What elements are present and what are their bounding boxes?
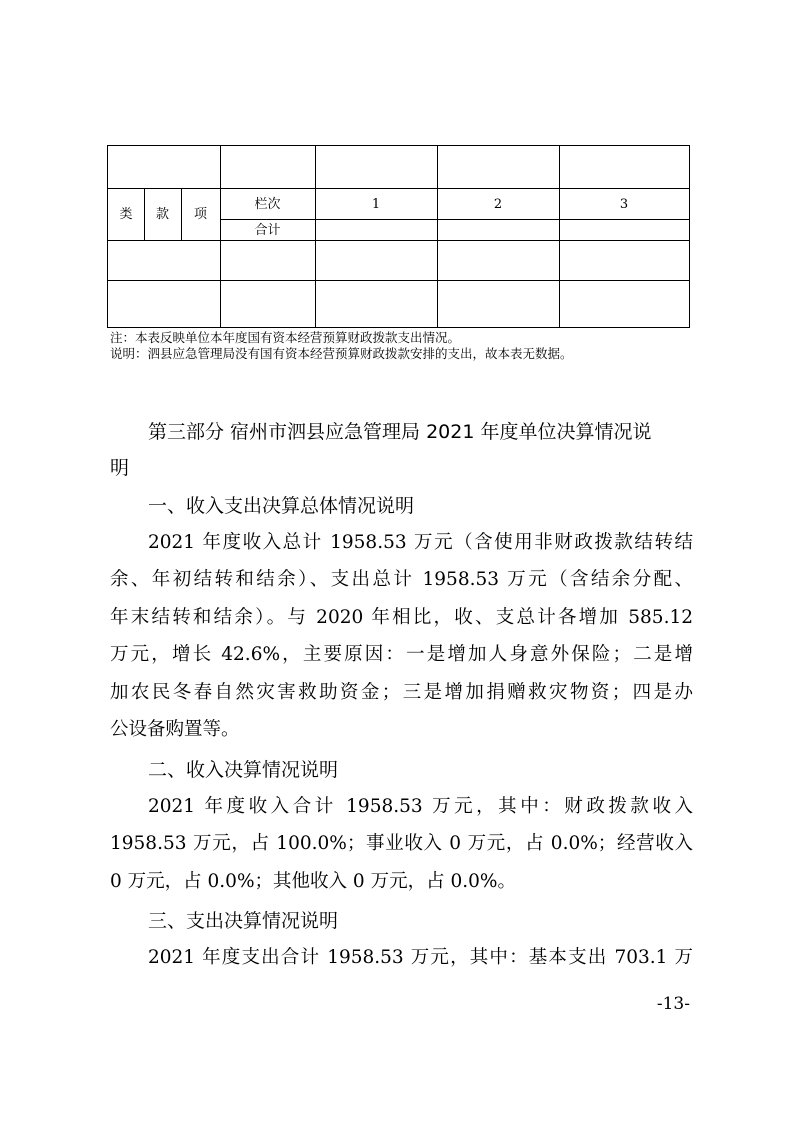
paragraph-line: 1958.53 万元，占 100.0%；事业收入 0 万元，占 0.0%；经营收入: [110, 833, 693, 854]
header-class: 类: [119, 207, 133, 222]
table-hline: [108, 240, 689, 241]
table-vline: [559, 146, 560, 327]
paragraph-line: 万元，增长 42.6%，主要原因：一是增加人身意外保险；二是增: [110, 644, 693, 665]
table-hline: [108, 188, 689, 189]
column-number: 3: [619, 197, 629, 212]
part-title-cont: 明: [110, 457, 130, 479]
page-number: -13-: [656, 994, 690, 1014]
table-vline: [437, 146, 438, 327]
paragraph-line: 2021 年度收入总计 1958.53 万元（含使用非财政拨款结转结: [148, 532, 693, 553]
section-heading: 一、收入支出决算总体情况说明: [148, 495, 415, 517]
header-kuan: 款: [155, 207, 169, 222]
table-hline: [108, 280, 689, 281]
paragraph-line: 年末结转和结余）。与 2020 年相比，收、支总计各增加 585.12: [110, 607, 693, 628]
paragraph-line: 2021 年度支出合计 1958.53 万元，其中：基本支出 703.1 万: [148, 947, 693, 968]
paragraph-line: 余、年初结转和结余）、支出总计 1958.53 万元（含结余分配、: [110, 569, 693, 590]
column-number: 2: [493, 197, 503, 212]
table-note: 注：本表反映单位本年度国有资本经营预算财政拨款支出情况。: [110, 330, 461, 345]
budget-table: [107, 145, 690, 328]
paragraph-line: 0 万元，占 0.0%；其他收入 0 万元，占 0.0%。: [110, 871, 516, 892]
table-explanation: 说明：泗县应急管理局没有国有资本经营预算财政拨款安排的支出，故本表无数据。: [110, 346, 573, 361]
header-lanci: 栏次: [254, 197, 281, 212]
section-heading: 三、支出决算情况说明: [148, 910, 339, 932]
header-heji: 合计: [254, 223, 281, 238]
column-number: 1: [371, 197, 381, 212]
part-title: 第三部分 宿州市泗县应急管理局 2021 年度单位决算情况说: [148, 421, 652, 443]
section-heading: 二、收入决算情况说明: [148, 759, 339, 781]
table-hline: [220, 219, 689, 220]
paragraph-line: 公设备购置等。: [110, 719, 240, 740]
paragraph-line: 2021 年度收入合计 1958.53 万元，其中：财政拨款收入: [148, 796, 693, 817]
paragraph-line: 加农民冬春自然灾害救助资金；三是增加捐赠救灾物资；四是办: [110, 682, 693, 703]
table-vline: [315, 146, 316, 327]
header-xiang: 项: [193, 207, 207, 222]
